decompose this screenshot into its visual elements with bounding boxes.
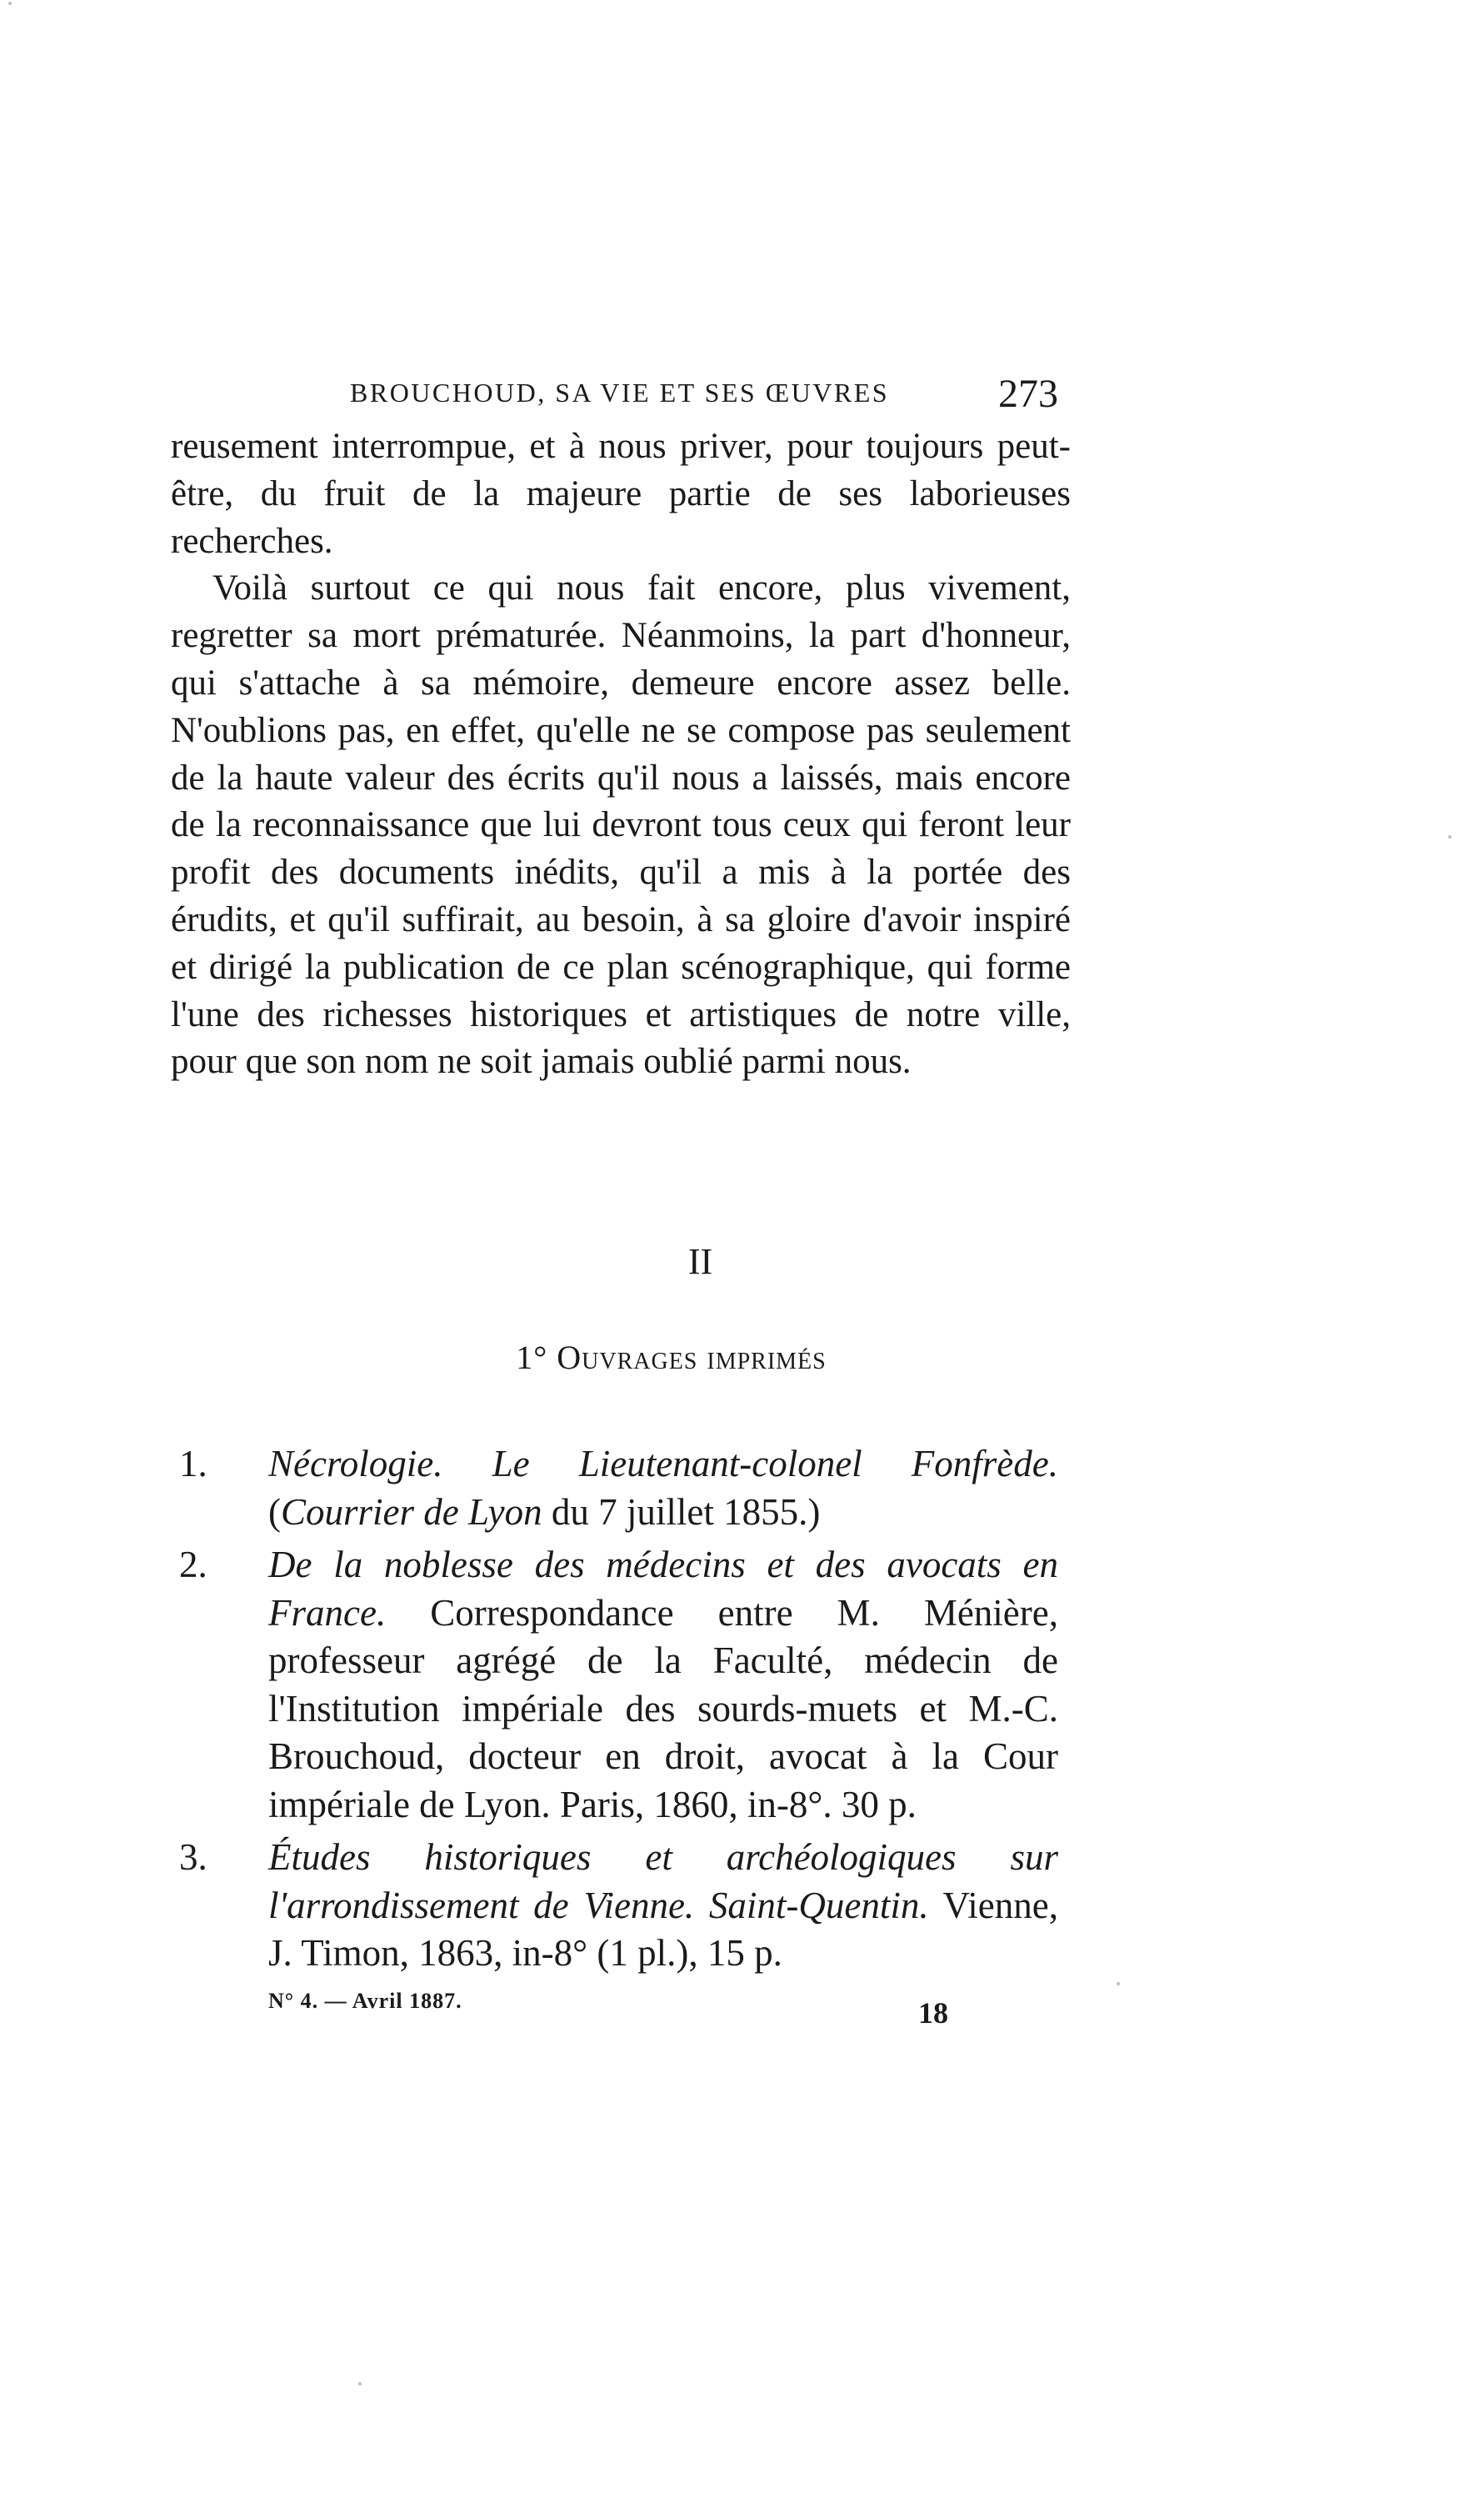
work-detail: du 7 juillet 1855.) — [542, 1490, 821, 1533]
work-entry — [175, 1440, 1058, 1536]
work-title: De la noblesse des médecins et des avocats en France. — [268, 1544, 1058, 1634]
work-detail-prefix: ( — [268, 1490, 281, 1533]
work-number: 1. — [179, 1443, 207, 1484]
running-head — [179, 371, 1058, 421]
work-number: 3. — [179, 1836, 207, 1878]
paragraph: Voilà surtout ce qui nous fait encore, plus vivement, regretter sa mort prématurée. Néanmoins, la part d'honneur, qui s'attache à sa mémoire, demeure encore assez belle. N'oublions pas, en effet, qu'elle ne se compose pas seulement de la haute valeur des écrits qu'il nous a laissés, mais encore de la reconnaissance que lui devront tous ceux qui feront leur profit des documents inédits, qu'il a mis à la portée des érudits, et qu'il suffirait, au besoin, à sa gloire d'avoir inspiré et dirigé la publication de ce plan scénographique, qui forme l'une des richesses historiques et artistiques de notre ville, pour que son nom ne soit jamais oublié parmi nous. — [171, 568, 1071, 1082]
work-entry — [175, 1541, 1058, 1829]
page-number: 273 — [998, 372, 1058, 416]
work-number: 2. — [179, 1544, 207, 1585]
scan-speck — [8, 2, 12, 5]
work-title: Nécrologie. Le Lieutenant-colonel Fonfrède. — [268, 1443, 1058, 1484]
section-numeral: II — [687, 1241, 713, 1282]
section-heading: 1° Ouvrages imprimés — [516, 1339, 827, 1376]
work-journal: Courrier de Lyon — [281, 1490, 542, 1533]
work-entry — [175, 1834, 1058, 1978]
work-detail: Vienne, J. Timon, 1863, in-8° (1 pl.), 15 p. — [268, 1884, 1058, 1974]
scan-speck — [358, 2382, 362, 2385]
scan-speck — [1117, 1982, 1120, 1985]
work-detail: Correspondance entre M. Ménière, professeur agrégé de la Faculté, médecin de l'Institution impériale des sourds-muets et M.-C. Brouchoud, docteur en droit, avocat à la Cour impériale de Lyon. Paris, 1860, in-8°. 30 p. — [268, 1591, 1058, 1825]
body-text — [171, 423, 1071, 1086]
works-list — [175, 1440, 1058, 1983]
scan-speck — [1448, 835, 1452, 839]
work-title: Études historiques et archéologiques sur l'arrondissement de Vienne. Saint-Quentin. — [268, 1836, 1058, 1926]
running-head-title: BROUCHOUD, SA VIE ET SES ŒUVRES — [350, 378, 890, 408]
signature-mark: 18 — [918, 1996, 948, 2030]
issue-line: N° 4. — Avril 1887. — [268, 1989, 462, 2013]
paragraph-continued: reusement interrompue, et à nous priver, pour toujours peut-être, du fruit de la majeure partie de ses laborieuses recherches. — [171, 427, 1071, 561]
